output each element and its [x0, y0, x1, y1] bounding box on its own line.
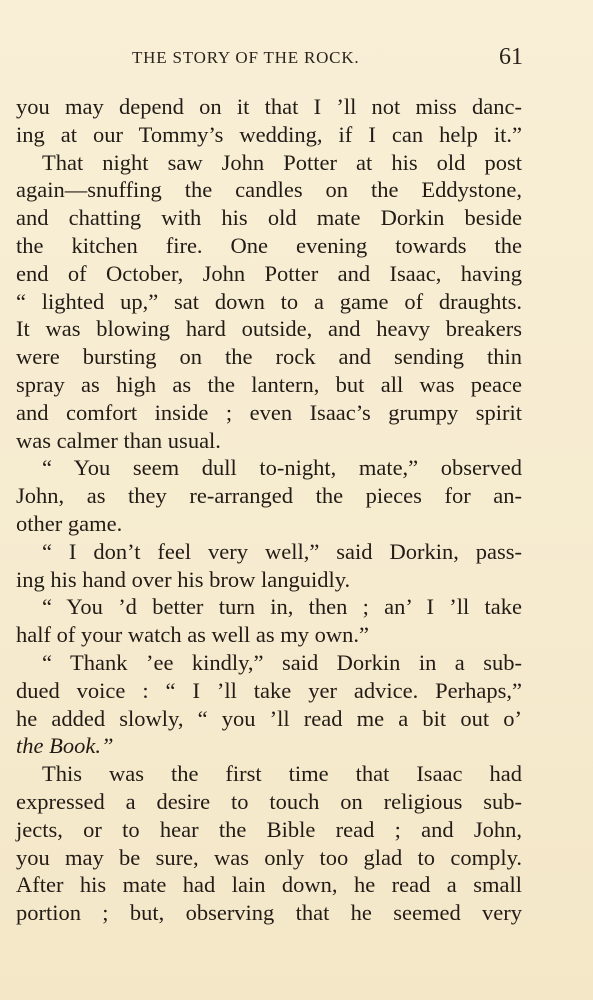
text-line: was calmer than usual.	[16, 427, 221, 453]
text-line: half of your watch as well as my own.”	[16, 622, 370, 648]
text-line: “ You seem dull to-night, mate,” observed	[42, 455, 522, 481]
text-line: expressed a desire to touch on religious sub-	[16, 788, 522, 814]
text-line: “ I don’t feel very well,” said Dorkin, pass-	[42, 538, 522, 564]
text-line: jects, or to hear the Bible read ; and John,	[16, 816, 522, 842]
page-header	[132, 44, 521, 74]
text-line: That night saw John Potter at his old post	[42, 149, 522, 175]
page-number: 61	[499, 44, 523, 70]
text-line: It was blowing hard outside, and heavy breakers	[16, 316, 522, 342]
text-line: other game.	[16, 510, 123, 536]
text-line: dued voice : “ I ’ll take yer advice. Perhaps,”	[16, 677, 522, 703]
text-line: and comfort inside ; even Isaac’s grumpy spirit	[16, 399, 522, 425]
text-line: “ You ’d better turn in, then ; an’ I ’ll take	[42, 594, 522, 620]
text-line: ing at our Tommy’s wedding, if I can help it.”	[16, 121, 522, 147]
running-title: THE STORY OF THE ROCK.	[132, 48, 360, 67]
text-line: portion ; but, observing that he seemed very	[16, 900, 522, 926]
text-line: he added slowly, “ you ’ll read me a bit out o’	[16, 705, 522, 731]
text-line: were bursting on the rock and sending thin	[16, 344, 522, 370]
text-line: you may be sure, was only too glad to comply.	[16, 844, 522, 870]
text-line: end of October, John Potter and Isaac, having	[16, 260, 522, 286]
text-line: ing his hand over his brow languidly.	[16, 566, 351, 592]
text-line: John, as they re-arranged the pieces for an-	[16, 483, 522, 509]
text-line: This was the first time that Isaac had	[42, 761, 522, 787]
text-line: “ Thank ’ee kindly,” said Dorkin in a sub-	[42, 649, 522, 675]
text-line: again—snuffing the candles on the Eddystone,	[16, 177, 522, 203]
text-line: “ lighted up,” sat down to a game of draughts.	[16, 288, 522, 314]
text-line: spray as high as the lantern, but all was peace	[16, 371, 522, 397]
text-line: and chatting with his old mate Dorkin beside	[16, 205, 522, 231]
body-text	[16, 93, 522, 927]
text-line: the Book.”	[16, 733, 114, 759]
text-line: After his mate had lain down, he read a small	[16, 872, 522, 898]
text-line: the kitchen fire. One evening towards the	[16, 232, 522, 258]
text-line: you may depend on it that I ’ll not miss danc-	[16, 94, 522, 119]
